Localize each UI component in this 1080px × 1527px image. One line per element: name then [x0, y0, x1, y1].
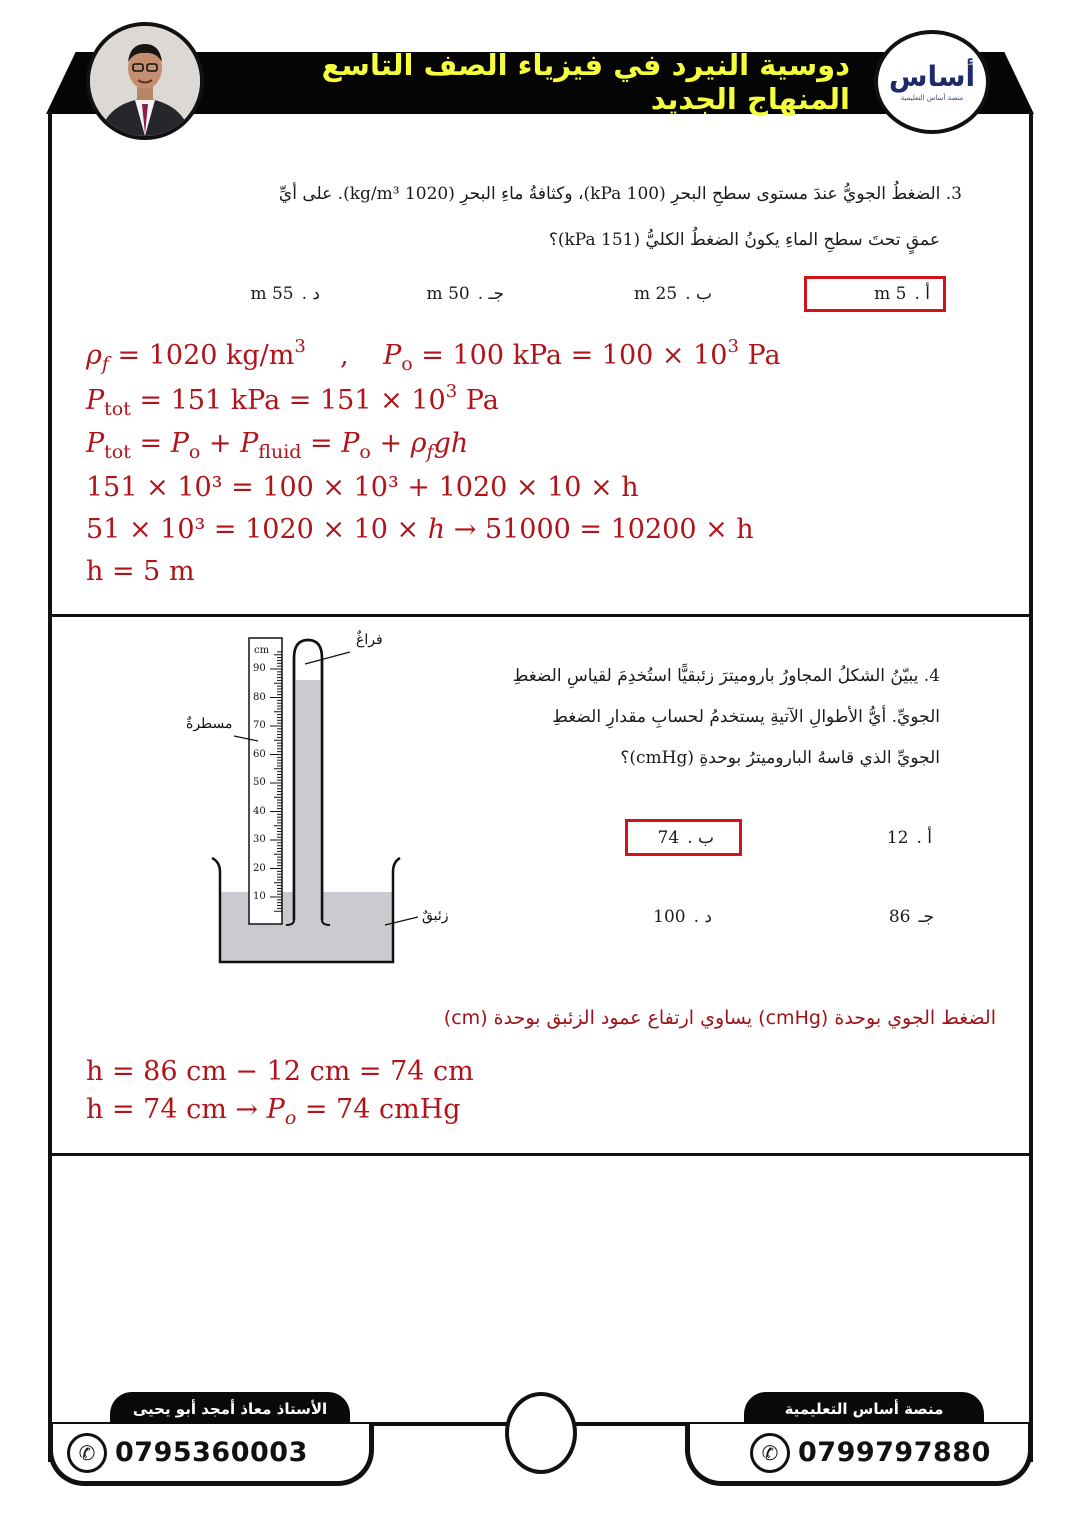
q3-option-a[interactable]: أ .5 m [874, 284, 930, 304]
phone-icon: ✆ [67, 1433, 107, 1473]
ruler-unit: cm [254, 645, 270, 656]
q4-option-d[interactable]: د .100 [653, 907, 712, 927]
ruler-tick-label: 40 [253, 805, 266, 817]
barometer-diagram [160, 620, 460, 970]
vacuum-label: فراغٌ [356, 632, 383, 648]
ruler-tick-label: 50 [253, 777, 266, 788]
teacher-avatar [86, 22, 204, 140]
ruler-tick-label: 20 [253, 862, 266, 874]
teacher-name-tab: الأستاذ معاذ أمجد أبو يحيى [110, 1392, 350, 1425]
q3-option-d[interactable]: د .55 m [250, 284, 320, 304]
ruler-tick-label: 30 [253, 834, 266, 845]
ruler-tick-label: 80 [253, 691, 266, 703]
q4-option-c[interactable]: جـ86 [888, 907, 934, 927]
solution-3-line-1: $\rho_f = 1020$ $kg/m^3$ , $P_o = 100$ kPa = $100 \times 10^3$ Pa [86, 336, 781, 375]
logo-subtext: منصة أساس التعليمية [900, 93, 964, 102]
platform-name-tab: منصة أساس التعليمية [744, 1392, 984, 1425]
page-title: دوسية النيرد في فيزياء الصف التاسع المنهاج الجديد [321, 48, 850, 116]
solution-3-line-3: $P_{tot} = P_o + P_{fluid} = P_o + \rho_fgh$ [86, 428, 469, 463]
q4-option-b[interactable]: ب .74 [657, 828, 714, 848]
q3-option-c[interactable]: جـ .50 m [426, 284, 504, 304]
solution-4-line-2: h = 74 cm → $P_o = 74$ cmHg [86, 1094, 461, 1129]
teacher-phone-number[interactable]: 0795360003 [115, 1437, 308, 1468]
q3-option-b[interactable]: ب .25 m [634, 284, 712, 304]
frame-right-border [1029, 112, 1033, 1462]
mercury-label: زئبقٌ [422, 908, 449, 924]
teacher-phone-box[interactable] [48, 1424, 374, 1486]
asas-logo [874, 30, 990, 134]
ruler-tick-label: 60 [253, 748, 266, 760]
question-4-line-1: 4. يبيّنُ الشكلُ المجاورُ باروميترَ زئبقيًّا استُخدِمَ لقياسِ الضغطِ [512, 666, 940, 686]
solution-3-line-5: 51 × 10³ = 1020 × 10 × h → 51000 = 10200 × h [86, 514, 754, 545]
solution-3-line-4: 151 × 10³ = 100 × 10³ + 1020 × 10 × h [86, 472, 639, 503]
barometer-figure [160, 620, 460, 970]
ruler-tick-label: 10 [253, 891, 266, 902]
ruler-tick-label: 90 [253, 663, 266, 674]
mercury-column [295, 680, 321, 930]
section-divider [48, 614, 1033, 617]
question-4-line-2: الجويِّ. أيُّ الأطوالِ الآتيةِ يستخدمُ لحسابِ مقدارِ الضغطِ [552, 707, 940, 727]
question-4-line-3: الجويِّ الذي قاسهُ الباروميترُ بوحدةِ (cmHg)؟ [620, 748, 940, 768]
solution-4-line-1: h = 86 cm − 12 cm = 74 cm [86, 1056, 474, 1087]
question-4-text [440, 656, 940, 779]
person-photo-icon [90, 26, 200, 136]
question-3-line-1: 3. الضغطُ الجويُّ عندَ مستوى سطحِ البحرِ (100 kPa)، وكثافةُ ماءِ البحرِ (1020 kg/m³). على أيِّ [278, 184, 962, 204]
platform-phone-box[interactable] [685, 1424, 1033, 1486]
question-3-line-2: عمقٍ تحتَ سطحِ الماءِ يكونُ الضغطُ الكليُّ (151 kPa)؟ [548, 230, 940, 250]
phone-icon: ✆ [750, 1433, 790, 1473]
solution-4-note: الضغط الجوي بوحدة (cmHg) يساوي ارتفاع عمود الزئبق بوحدة (cm) [443, 1007, 996, 1029]
solution-3-line-6: h = 5 m [86, 556, 195, 587]
frame-left-border [48, 112, 52, 1462]
logo-text: أساس [888, 59, 976, 93]
solution-3-line-2: $P_{tot} = 151$ kPa = $151 \times 10^3$ Pa [86, 381, 499, 420]
page-number-circle [505, 1392, 577, 1474]
q4-option-a[interactable]: أ .12 [886, 828, 932, 848]
platform-phone-number[interactable]: 0799797880 [798, 1437, 991, 1468]
ruler-label: مسطرةٌ [186, 716, 233, 732]
section-divider [48, 1153, 1033, 1156]
ruler-tick-label: 70 [253, 720, 266, 731]
